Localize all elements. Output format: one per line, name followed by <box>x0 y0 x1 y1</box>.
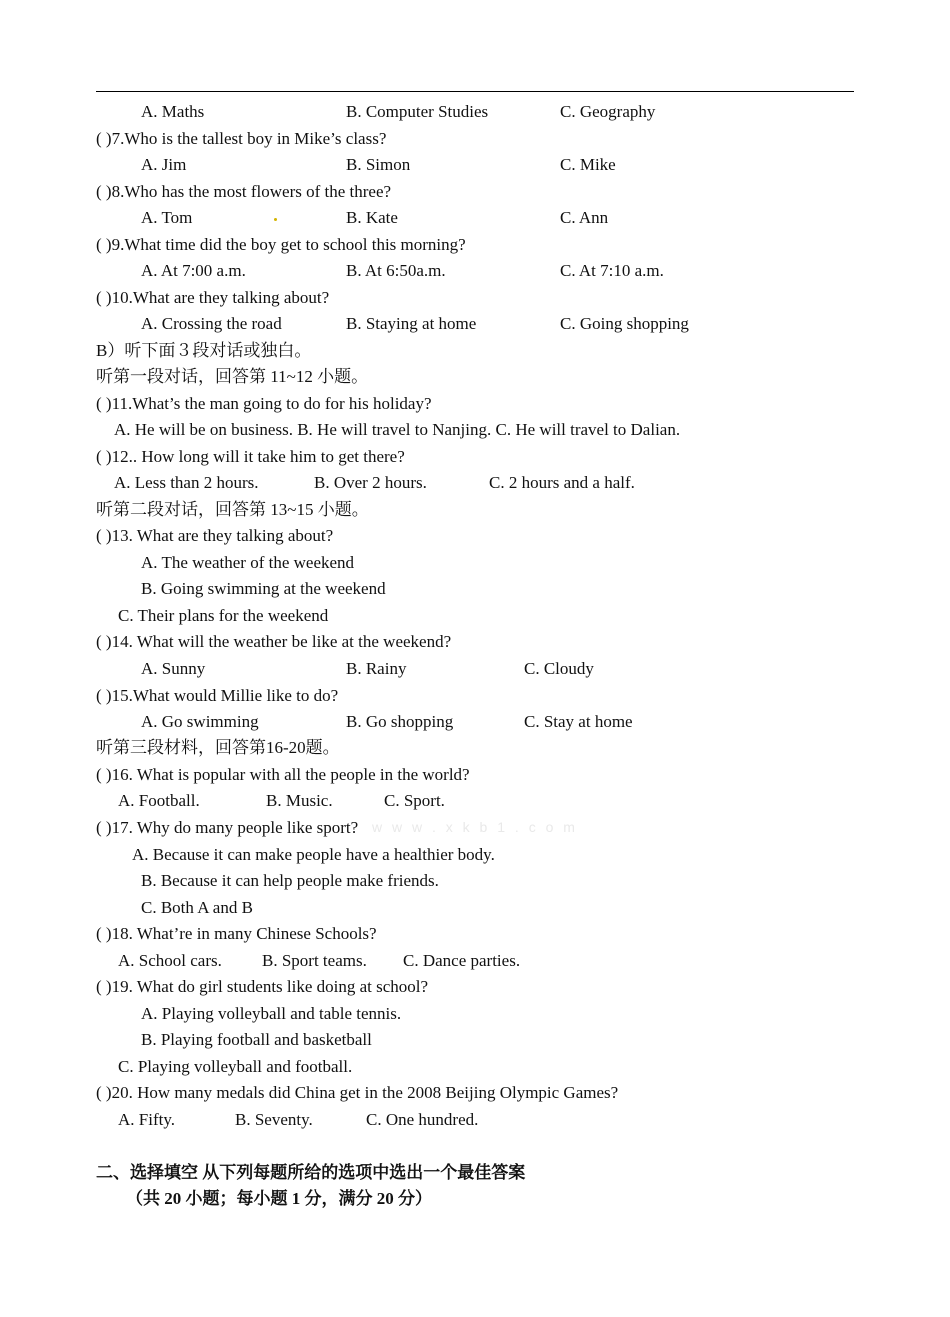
text-line <box>0 685 950 707</box>
text-line <box>0 446 950 468</box>
text-line <box>0 711 950 733</box>
text-line <box>0 1109 950 1131</box>
option-text: B. Simon <box>346 155 411 174</box>
line-text: ( )20. How many medals did China get in the 2008 Beijing Olympic Games? <box>96 1083 619 1102</box>
text-line <box>0 313 950 335</box>
text-line <box>0 287 950 309</box>
text-line <box>0 154 950 176</box>
text-line <box>0 499 950 521</box>
option-text: B. Rainy <box>346 659 407 678</box>
line-text: ( )11.What’s the man going to do for his holiday? <box>96 394 432 413</box>
line-text: A. Playing volleyball and table tennis. <box>141 1004 402 1023</box>
line-text: 二、选择填空 从下列每题所给的选项中选出一个最佳答案 <box>96 1163 526 1182</box>
line-text: A. Because it can make people have a healthier body. <box>132 845 495 864</box>
option-text: C. Stay at home <box>524 712 633 731</box>
line-text: ( )10.What are they talking about? <box>96 288 330 307</box>
text-line <box>0 234 950 256</box>
option-text: B. Sport teams. <box>262 951 367 970</box>
line-text: ( )8.Who has the most flowers of the three? <box>96 182 392 201</box>
line-text: A. The weather of the weekend <box>141 553 355 572</box>
line-text: ( )7.Who is the tallest boy in Mike’s class? <box>96 129 387 148</box>
text-line <box>0 1162 950 1184</box>
text-line <box>0 393 950 415</box>
option-text: A. Sunny <box>141 659 206 678</box>
option-text: C. Going shopping <box>560 314 689 333</box>
line-text: B）听下面３段对话或独白。 <box>96 341 312 360</box>
text-line <box>0 207 950 229</box>
text-line <box>0 1056 950 1078</box>
option-text: B. Seventy. <box>235 1110 313 1129</box>
line-text: ( )17. Why do many people like sport? <box>96 818 359 837</box>
option-text: B. Computer Studies <box>346 102 489 121</box>
option-text: C. Mike <box>560 155 616 174</box>
text-line <box>0 1029 950 1051</box>
option-text: A. Fifty. <box>118 1110 175 1129</box>
line-text: ( )9.What time did the boy get to school this morning? <box>96 235 466 254</box>
option-text: C. Cloudy <box>524 659 594 678</box>
option-text: A. Football. <box>118 791 200 810</box>
option-text: B. Staying at home <box>346 314 477 333</box>
header-rule <box>96 91 854 92</box>
option-text: C. 2 hours and a half. <box>489 473 635 492</box>
text-line <box>0 764 950 786</box>
option-text: C. Ann <box>560 208 609 227</box>
option-text: A. Go swimming <box>141 712 259 731</box>
text-line <box>0 1003 950 1025</box>
line-text: 听第三段材料，回答第16-20题。 <box>96 738 340 757</box>
text-line <box>0 578 950 600</box>
option-text: B. Over 2 hours. <box>314 473 427 492</box>
text-line <box>0 340 950 362</box>
text-line <box>0 419 950 441</box>
text-line <box>0 525 950 547</box>
text-line <box>0 658 950 680</box>
option-text: B. Go shopping <box>346 712 454 731</box>
line-text: ( )13. What are they talking about? <box>96 526 334 545</box>
text-line <box>0 844 950 866</box>
line-text: C. Playing volleyball and football. <box>118 1057 353 1076</box>
option-text: A. School cars. <box>118 951 222 970</box>
option-text: A. At 7:00 a.m. <box>141 261 246 280</box>
text-line <box>0 950 950 972</box>
text-line <box>0 870 950 892</box>
text-line <box>0 737 950 759</box>
text-line <box>0 631 950 653</box>
text-line <box>0 976 950 998</box>
text-line <box>0 1082 950 1104</box>
line-text: ( )16. What is popular with all the people in the world? <box>96 765 470 784</box>
text-line <box>0 897 950 919</box>
watermark: w w w . x k b 1 . c o m <box>372 819 578 835</box>
text-line <box>0 366 950 388</box>
option-text: C. Sport. <box>384 791 445 810</box>
text-line <box>0 472 950 494</box>
text-line <box>0 552 950 574</box>
line-text: ( )12.. How long will it take him to get there? <box>96 447 405 466</box>
option-text: A. Jim <box>141 155 187 174</box>
line-text: 听第二段对话，回答第 13~15 小题。 <box>96 500 369 519</box>
line-text: ( )15.What would Millie like to do? <box>96 686 339 705</box>
line-text: B. Because it can help people make friends. <box>141 871 439 890</box>
option-text: A. Maths <box>141 102 205 121</box>
text-line <box>0 923 950 945</box>
text-line <box>0 260 950 282</box>
line-text: ( )14. What will the weather be like at the weekend? <box>96 632 452 651</box>
option-text: B. At 6:50a.m. <box>346 261 446 280</box>
line-text: ( )19. What do girl students like doing at school? <box>96 977 429 996</box>
text-line <box>0 605 950 627</box>
line-text: A. He will be on business. B. He will travel to Nanjing. C. He will travel to Dalian. <box>114 420 681 439</box>
line-text: B. Going swimming at the weekend <box>141 579 386 598</box>
option-text: A. Less than 2 hours. <box>114 473 259 492</box>
text-line <box>0 790 950 812</box>
line-text: （共 20 小题；每小题 1 分，满分 20 分） <box>126 1189 432 1208</box>
line-text: C. Both A and B <box>141 898 253 917</box>
option-text: C. At 7:10 a.m. <box>560 261 664 280</box>
option-text: A. Tom <box>141 208 193 227</box>
option-text: B. Kate <box>346 208 398 227</box>
text-line <box>0 181 950 203</box>
line-text: C. Their plans for the weekend <box>118 606 329 625</box>
line-text: 听第一段对话，回答第 11~12 小题。 <box>96 367 369 386</box>
text-line <box>0 101 950 123</box>
option-text: A. Crossing the road <box>141 314 282 333</box>
option-text: C. One hundred. <box>366 1110 479 1129</box>
option-text: C. Geography <box>560 102 656 121</box>
text-line <box>0 128 950 150</box>
line-text: ( )18. What’re in many Chinese Schools? <box>96 924 377 943</box>
text-line <box>0 1188 950 1210</box>
option-text: C. Dance parties. <box>403 951 521 970</box>
line-text: B. Playing football and basketball <box>141 1030 372 1049</box>
option-text: B. Music. <box>266 791 333 810</box>
